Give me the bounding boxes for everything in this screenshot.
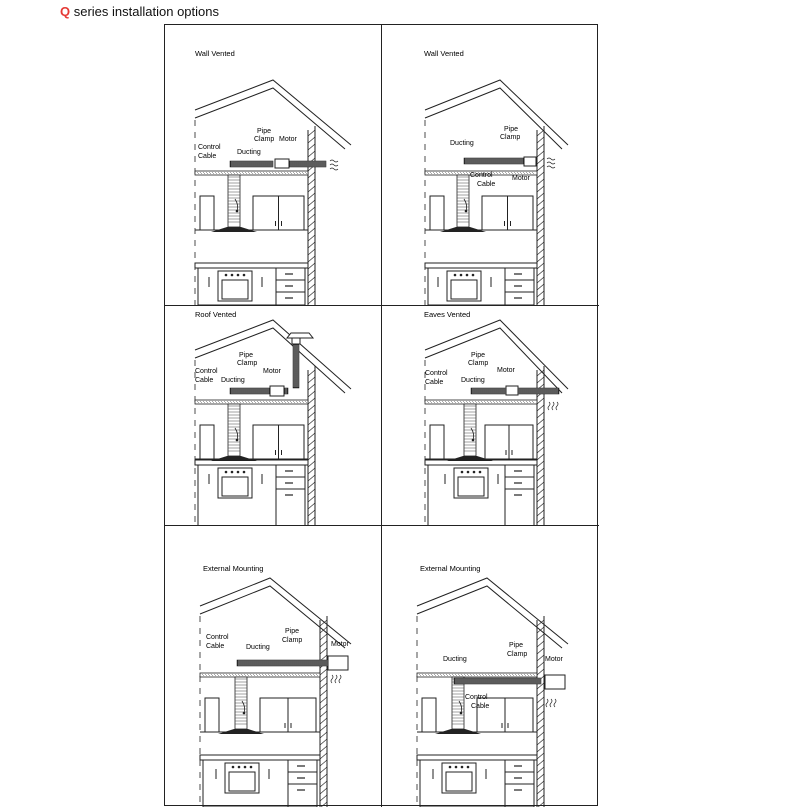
oven-knob: [238, 766, 241, 769]
control-cable-label: Control: [425, 370, 448, 377]
control-cable-end: [460, 712, 463, 715]
ducting-label: Ducting: [221, 377, 245, 384]
benchtop: [417, 755, 537, 760]
wall-hatch: [537, 256, 544, 262]
wall-hatch: [308, 200, 315, 206]
wall-hatch: [308, 228, 315, 234]
wall-hatch: [537, 461, 544, 467]
control-cable-end: [465, 210, 468, 213]
wall-hatch: [308, 270, 315, 276]
control-cable-end: [472, 439, 475, 442]
wall-hatch: [537, 137, 544, 143]
wall-hatch: [537, 655, 544, 661]
wall-hatch: [320, 634, 327, 640]
oven-knob: [479, 471, 482, 474]
wall-hatch: [537, 517, 544, 523]
motor-label: Motor: [279, 136, 297, 143]
wall-hatch: [537, 151, 544, 157]
roof-inner-line: [425, 88, 562, 149]
wall-hatch: [537, 179, 544, 185]
ducting-label: Ducting: [246, 644, 270, 651]
oven-knob: [472, 274, 475, 277]
wall-hatch: [308, 130, 315, 136]
ducting-label: Ducting: [450, 140, 474, 147]
oven-knob: [225, 471, 228, 474]
wall-hatch: [537, 298, 544, 304]
wall-hatch: [320, 669, 327, 675]
pipe-clamp-label: Clamp: [500, 134, 521, 141]
diagram-group: [195, 49, 351, 305]
control-cable-end: [243, 712, 246, 715]
oven-knob: [243, 471, 246, 474]
control-cable-label: Cable: [198, 153, 217, 160]
oven-knob: [244, 766, 247, 769]
wall-hatch: [320, 676, 327, 682]
title-prefix: Q: [60, 4, 71, 19]
wall-hatch: [537, 475, 544, 481]
house-diagram: [382, 25, 599, 306]
oven: [454, 468, 488, 498]
oven-knob: [243, 274, 246, 277]
wall-hatch: [537, 454, 544, 460]
pipe-clamp-label: Clamp: [507, 651, 528, 658]
wall-hatch: [537, 704, 544, 710]
wall-hatch: [308, 235, 315, 241]
motor-box: [275, 159, 289, 168]
oven-knob: [225, 274, 228, 277]
motor-label: Motor: [545, 656, 563, 663]
upper-cabinet-left: [200, 196, 214, 230]
motor-box: [524, 157, 536, 166]
wall-hatch: [308, 461, 315, 467]
upper-cabinet-left: [205, 698, 219, 732]
wall-hatch: [537, 398, 544, 404]
wall-hatch: [320, 732, 327, 738]
wall-hatch: [537, 284, 544, 290]
motor-box: [270, 386, 284, 396]
airflow-icon: [552, 402, 554, 410]
airflow-icon: [335, 675, 337, 683]
airflow-icon: [547, 158, 555, 160]
wall-hatch: [308, 298, 315, 304]
ducting: [289, 161, 326, 167]
oven-knob: [473, 471, 476, 474]
wall-hatch: [537, 788, 544, 794]
wall-hatch: [537, 221, 544, 227]
wall-hatch: [537, 662, 544, 668]
wall-hatch: [537, 193, 544, 199]
panel-title: Wall Vented: [195, 49, 235, 58]
wall-hatch: [537, 746, 544, 752]
oven-knob: [460, 274, 463, 277]
wall-hatch: [537, 648, 544, 654]
pipe-clamp-label: Pipe: [285, 628, 300, 635]
house-diagram: [382, 526, 599, 807]
wall-hatch: [308, 277, 315, 283]
oven-knob: [231, 471, 234, 474]
benchtop: [425, 263, 537, 268]
wall-hatch: [537, 419, 544, 425]
wall-hatch: [320, 788, 327, 794]
wall-hatch: [537, 482, 544, 488]
wall-hatch: [308, 468, 315, 474]
wall-hatch: [308, 249, 315, 255]
panel-roof: [165, 306, 382, 526]
wall-hatch: [537, 795, 544, 801]
wall-hatch: [320, 690, 327, 696]
motor-label: Motor: [331, 641, 349, 648]
wall-hatch: [320, 683, 327, 689]
wall-hatch: [537, 739, 544, 745]
diagram-group: [200, 564, 351, 807]
control-cable-label: Cable: [471, 703, 490, 710]
pipe-clamp-label: Pipe: [471, 352, 486, 359]
wall-hatch: [537, 235, 544, 241]
wall-hatch: [537, 725, 544, 731]
wall-hatch: [308, 419, 315, 425]
wall-hatch: [537, 718, 544, 724]
wall-hatch: [308, 137, 315, 143]
title-text: series installation options: [70, 4, 219, 19]
wall-hatch: [537, 781, 544, 787]
wall-hatch: [537, 774, 544, 780]
pipe-clamp-label: Pipe: [509, 642, 524, 649]
wall-hatch: [537, 165, 544, 171]
wall-hatch: [320, 711, 327, 717]
wall-hatch: [308, 144, 315, 150]
wall-hatch: [320, 704, 327, 710]
control-cable-label: Cable: [195, 377, 214, 384]
benchtop: [200, 755, 320, 760]
wall-hatch: [537, 753, 544, 759]
panel-ext1: [165, 526, 382, 807]
ducting-label: Ducting: [443, 656, 467, 663]
wall-hatch: [308, 151, 315, 157]
installation-grid: [164, 24, 598, 806]
wall-hatch: [320, 641, 327, 647]
panel-title: External Mounting: [203, 564, 264, 573]
wall-hatch: [320, 795, 327, 801]
ducting-label: Ducting: [237, 149, 261, 156]
wall-hatch: [308, 433, 315, 439]
wall-hatch: [537, 690, 544, 696]
wall-hatch: [308, 426, 315, 432]
wall-hatch: [537, 144, 544, 150]
wall-hatch: [308, 496, 315, 502]
wall-hatch: [308, 482, 315, 488]
wall-hatch: [320, 802, 327, 807]
wall-hatch: [308, 263, 315, 269]
airflow-icon: [556, 402, 558, 410]
oven-knob: [461, 471, 464, 474]
wall-hatch: [308, 186, 315, 192]
wall-hatch: [320, 760, 327, 766]
wall-hatch: [537, 207, 544, 213]
control-cable-end: [236, 210, 239, 213]
wall-hatch: [537, 760, 544, 766]
oven-knob: [237, 274, 240, 277]
wall-hatch: [537, 641, 544, 647]
wall-hatch: [308, 242, 315, 248]
oven-knob: [231, 274, 234, 277]
panel-title: External Mounting: [420, 564, 481, 573]
wall-hatch: [537, 200, 544, 206]
motor-box: [506, 386, 518, 395]
roof-outline: [195, 320, 351, 389]
upper-cabinet-left: [430, 196, 444, 230]
wall-hatch: [537, 405, 544, 411]
oven-knob: [237, 471, 240, 474]
wall-hatch: [308, 398, 315, 404]
house-diagram: [165, 526, 382, 807]
wall-hatch: [537, 697, 544, 703]
wall-hatch: [308, 193, 315, 199]
control-cable-label: Cable: [425, 379, 444, 386]
oven-knob: [467, 766, 470, 769]
motor-label: Motor: [497, 367, 515, 374]
wall-hatch: [537, 447, 544, 453]
panel-eaves: [382, 306, 599, 526]
wall-hatch: [537, 496, 544, 502]
wall-hatch: [308, 475, 315, 481]
airflow-icon: [550, 699, 552, 707]
wall-hatch: [320, 767, 327, 773]
benchtop: [195, 263, 308, 268]
wall-hatch: [308, 440, 315, 446]
wall-hatch: [537, 214, 544, 220]
airflow-icon: [330, 160, 338, 162]
pipe-clamp-label: Pipe: [239, 352, 254, 359]
wall-hatch: [537, 503, 544, 509]
wall-hatch: [308, 179, 315, 185]
airflow-icon: [339, 675, 341, 683]
airflow-icon: [548, 402, 550, 410]
wall-hatch: [320, 746, 327, 752]
house-diagram: [165, 306, 382, 526]
ceiling: [425, 400, 537, 404]
upper-cabinet-left: [430, 425, 444, 459]
wall-hatch: [320, 725, 327, 731]
wall-hatch: [537, 412, 544, 418]
wall-hatch: [308, 207, 315, 213]
wall-hatch: [320, 753, 327, 759]
airflow-icon: [331, 675, 333, 683]
pipe-clamp-label: Pipe: [504, 126, 519, 133]
wall-hatch: [320, 648, 327, 654]
oven-knob: [232, 766, 235, 769]
diagram-group: [424, 310, 568, 526]
upper-cabinet-left: [422, 698, 436, 732]
wall-hatch: [308, 221, 315, 227]
oven: [218, 271, 252, 301]
wall-hatch: [308, 510, 315, 516]
panel-ext2: [382, 526, 599, 807]
roof-outline: [425, 320, 568, 389]
wall-hatch: [308, 256, 315, 262]
wall-hatch: [320, 781, 327, 787]
oven-knob: [454, 274, 457, 277]
oven: [442, 763, 476, 793]
wall-hatch: [537, 433, 544, 439]
wall-hatch: [320, 697, 327, 703]
oven-knob: [467, 471, 470, 474]
wall-hatch: [537, 510, 544, 516]
wall-hatch: [537, 440, 544, 446]
ducting-label: Ducting: [461, 377, 485, 384]
control-cable-label: Control: [198, 144, 221, 151]
wall-hatch: [320, 718, 327, 724]
wall-hatch: [537, 634, 544, 640]
wall-hatch: [308, 503, 315, 509]
wall-hatch: [537, 186, 544, 192]
house-diagram: [382, 306, 599, 526]
wall-hatch: [537, 270, 544, 276]
wall-hatch: [537, 732, 544, 738]
upper-cabinet-left: [200, 425, 214, 459]
panel-title: Eaves Vented: [424, 310, 471, 319]
panel-wall1: [165, 25, 382, 306]
diagram-group: [417, 564, 568, 807]
wall-hatch: [308, 391, 315, 397]
wall-hatch: [537, 489, 544, 495]
oven-knob: [455, 766, 458, 769]
wall-hatch: [320, 774, 327, 780]
pipe-clamp-label: Clamp: [254, 136, 275, 143]
airflow-icon: [547, 162, 555, 164]
airflow-icon: [330, 168, 338, 170]
wall-hatch: [308, 377, 315, 383]
oven-knob: [466, 274, 469, 277]
panel-title: Roof Vented: [195, 310, 237, 319]
wall-hatch: [537, 172, 544, 178]
wall-hatch: [308, 214, 315, 220]
wall-hatch: [308, 405, 315, 411]
wall-hatch: [537, 249, 544, 255]
roof-inner-line: [195, 328, 345, 393]
wall-hatch: [537, 130, 544, 136]
airflow-icon: [330, 164, 338, 166]
airflow-icon: [547, 166, 555, 168]
roof-inner-line: [417, 586, 562, 648]
wall-hatch: [308, 384, 315, 390]
panel-wall2: [382, 25, 599, 306]
control-cable-label: Cable: [206, 643, 225, 650]
pipe-clamp-label: Pipe: [257, 128, 272, 135]
motor-box: [545, 675, 565, 689]
control-cable-label: Control: [195, 368, 218, 375]
ducting: [237, 660, 334, 666]
oven-knob: [250, 766, 253, 769]
wall-hatch: [537, 377, 544, 383]
wall-hatch: [537, 802, 544, 807]
control-cable-label: Control: [206, 634, 229, 641]
wall-hatch: [308, 489, 315, 495]
wall-hatch: [537, 277, 544, 283]
wall-hatch: [537, 158, 544, 164]
house-diagram: [165, 25, 382, 306]
motor-box: [328, 656, 348, 670]
roof-cowl-cap: [287, 333, 313, 338]
pipe-clamp-label: Clamp: [468, 360, 489, 367]
diagram-group: [195, 310, 351, 526]
airflow-icon: [546, 699, 548, 707]
wall-hatch: [537, 669, 544, 675]
oven: [218, 468, 252, 498]
wall-hatch: [308, 517, 315, 523]
wall-hatch: [537, 242, 544, 248]
roof-inner-line: [425, 328, 562, 393]
wall-hatch: [537, 468, 544, 474]
wall-hatch: [308, 284, 315, 290]
control-cable-label: Cable: [477, 181, 496, 188]
wall-hatch: [308, 370, 315, 376]
wall-hatch: [537, 263, 544, 269]
airflow-icon: [554, 699, 556, 707]
wall-hatch: [537, 711, 544, 717]
wall-hatch: [320, 739, 327, 745]
wall-hatch: [308, 172, 315, 178]
wall-hatch: [308, 412, 315, 418]
page-title: [60, 4, 219, 19]
control-cable-end: [236, 439, 239, 442]
wall-hatch: [537, 767, 544, 773]
oven: [225, 763, 259, 793]
roof-cowl: [292, 338, 300, 344]
wall-hatch: [537, 291, 544, 297]
wall-hatch: [308, 454, 315, 460]
oven: [447, 271, 481, 301]
motor-label: Motor: [263, 368, 281, 375]
pipe-clamp-label: Clamp: [282, 637, 303, 644]
motor-label: Motor: [512, 175, 530, 182]
wall-hatch: [537, 426, 544, 432]
wall-hatch: [308, 291, 315, 297]
control-cable-label: Control: [465, 694, 488, 701]
oven-knob: [449, 766, 452, 769]
oven-knob: [461, 766, 464, 769]
wall-hatch: [308, 447, 315, 453]
ducting: [230, 161, 273, 167]
control-cable-label: Control: [470, 172, 493, 179]
wall-hatch: [537, 228, 544, 234]
panel-title: Wall Vented: [424, 49, 464, 58]
pipe-clamp-label: Clamp: [237, 360, 258, 367]
diagram-group: [424, 49, 568, 305]
